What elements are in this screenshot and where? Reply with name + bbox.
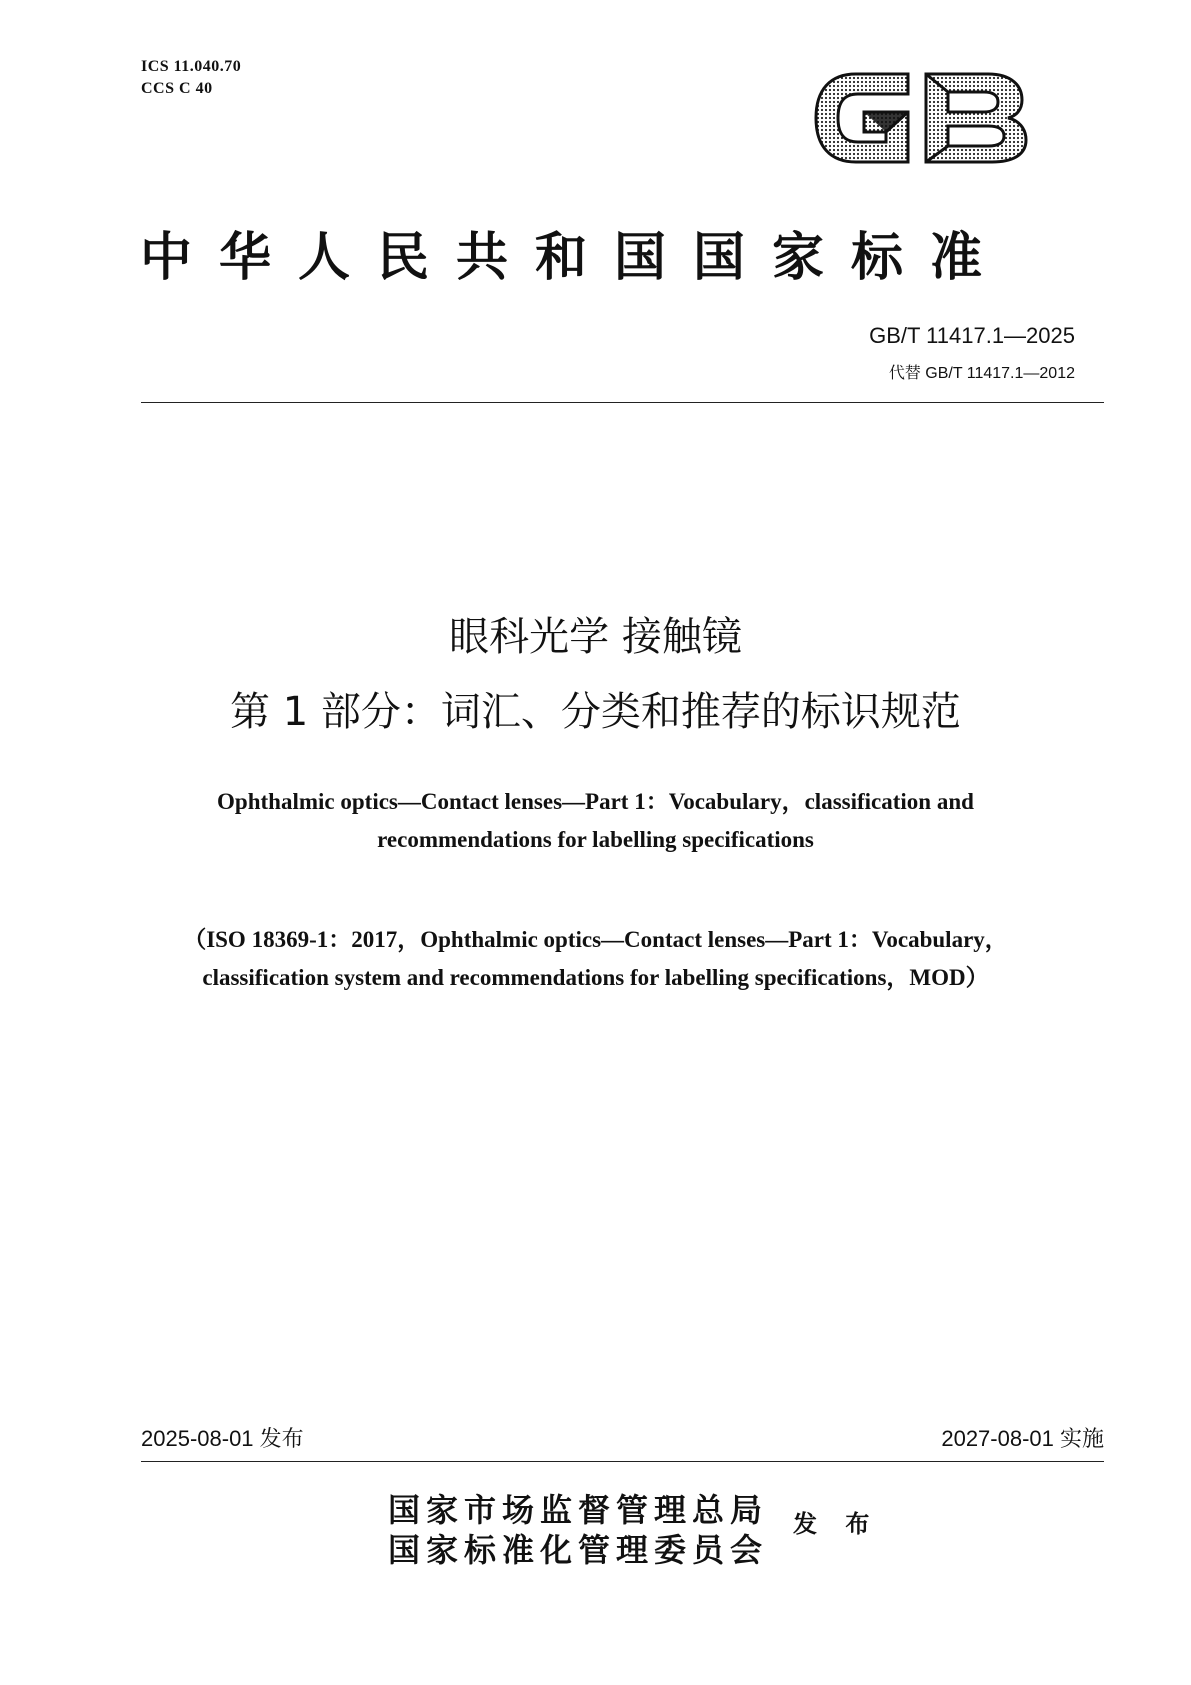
implementation-date: 2027-08-01 实施 [941,1426,1104,1451]
iso-reference-line2: classification system and recommendations for labelling specifications，MOD） [202,965,989,990]
footer-divider [141,1461,1104,1462]
title-cn-line1: 眼科光学 接触镜 [449,614,742,660]
issuer-samr: 国家市场监督管理总局 [388,1491,769,1529]
publish-label: 发 布 [793,1510,880,1538]
classification-codes [141,56,241,100]
issue-date: 2025-08-01 发布 [141,1426,304,1451]
ccs-code: CCS C 40 [141,80,213,97]
replaces-standard: 代替 GB/T 11417.1—2012 [888,365,1075,382]
title-en-line2: recommendations for labelling specifications [377,827,814,852]
title-cn-line2: 第 1 部分：词汇、分类和推荐的标识规范 [230,689,961,735]
issuer-sac: 国家标准化管理委员会 [388,1531,769,1569]
standard-number: GB/T 11417.1—2025 [869,323,1075,348]
issuing-authorities [388,1490,768,1570]
iso-reference-line1: （ISO 18369-1：2017，Ophthalmic optics—Contact lenses—Part 1：Vocabulary， [183,927,1008,952]
title-en-line1: Ophthalmic optics—Contact lenses—Part 1：Vocabulary，classification and [217,789,974,814]
national-standard-title: 中华人民共和国国家标准 [140,228,1010,288]
header-divider [141,402,1104,403]
gb-logo-icon [808,60,1036,176]
ics-code: ICS 11.040.70 [141,58,242,75]
